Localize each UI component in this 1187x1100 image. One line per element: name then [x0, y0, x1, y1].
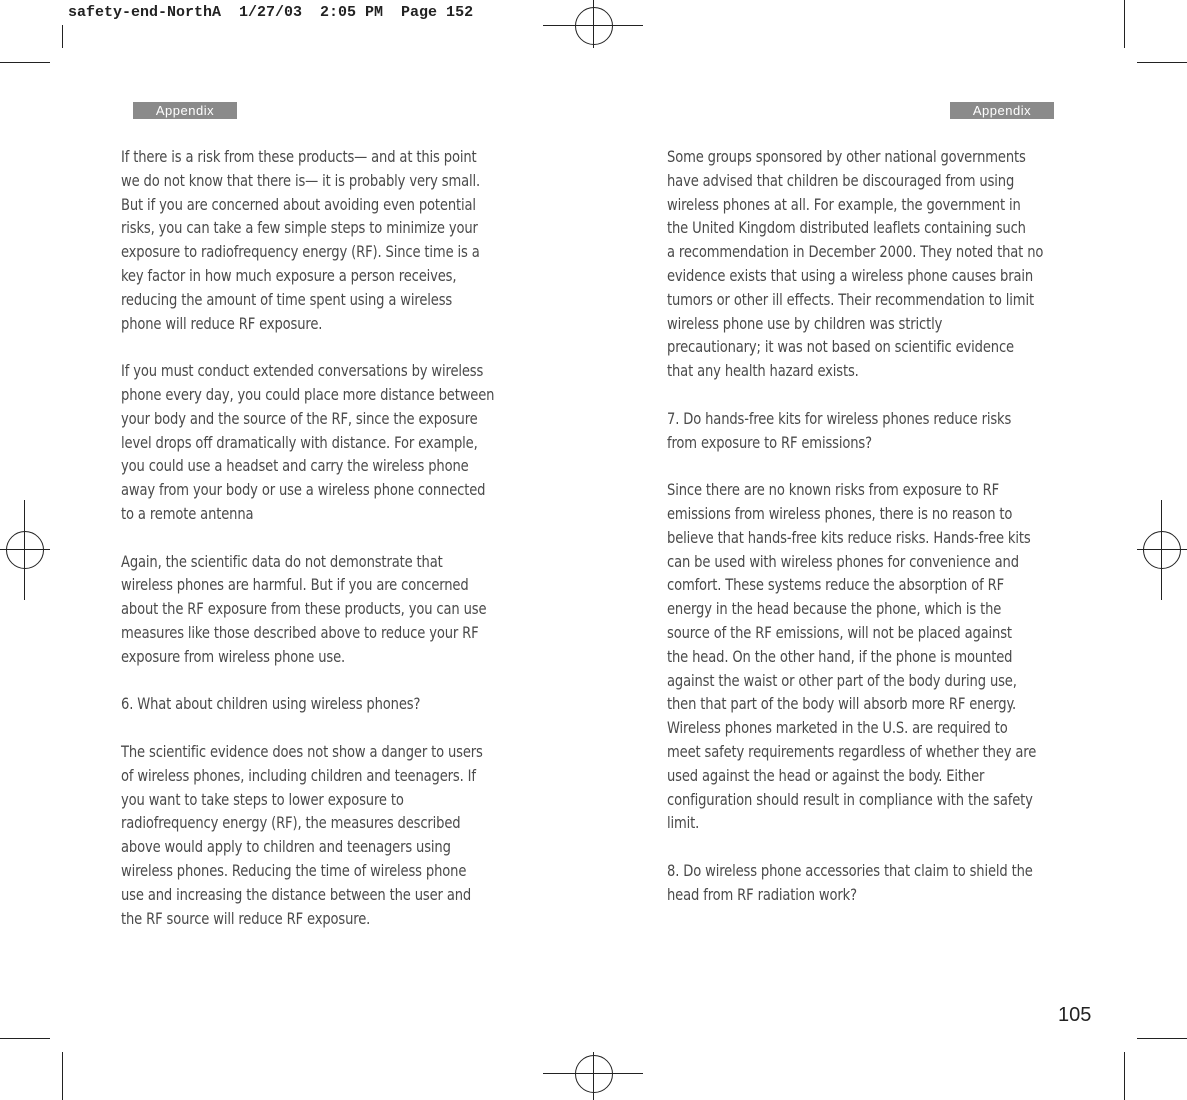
crop-mark-bottom-right-v	[1124, 1052, 1125, 1100]
paragraph-hands-free-kits: Since there are no known risks from exposure to RF emissions from wireless phones, there is no reason to believe that hands-free kits reduce risks. Hands-free kits can be used with wireless phones for convenience and comfort. These systems reduce the absorption of RF energy in the head because the phone, which is the source of the RF emissions, will not be placed against the head. On the other hand, if the phone is mounted against the waist or other part of the body during use, then that part of the body will absorb more RF energy. Wireless phones marketed in the U.S. are required to meet safety requirements regardless of whether they are used against the head or against the body. Either configuration should result in compliance with the safety limit.	[667, 480, 1037, 833]
crop-mark-bottom-left-h	[0, 1038, 50, 1039]
paragraph-risk-intro: If there is a risk from these products— and at this point we do not know that there is— it is probably very small. But if you are concerned about avoiding even potential risks, you can take a few simple steps to minimize your exposure to radiofrequency energy (RF). Since time is a key factor in how much exposure a person receives, reducing the amount of time spent using a wireless phone will reduce RF exposure.	[121, 147, 481, 333]
question-6-heading: 6. What about children using wireless phones?	[121, 694, 421, 714]
paragraph-extended-conversations: If you must conduct extended conversations by wireless phone every day, you could place more distance between your body and the source of the RF, since the exposure level drops off dramatically with distance. For example, you could use a headset and carry the wireless phone away from your body or use a wireless phone connected to a remote antenna	[121, 361, 495, 523]
paragraph-children-evidence: The scientific evidence does not show a danger to users of wireless phones, including children and teenagers. If you want to take steps to lower exposure to radiofrequency energy (RF), the measures described above would apply to children and teenagers using wireless phones. Reducing the time of wireless phone use and increasing the distance between the user and the RF source will reduce RF exposure.	[121, 741, 483, 928]
left-column	[121, 145, 533, 954]
question-8-heading: 8. Do wireless phone accessories that claim to shield the head from RF radiation work?	[667, 860, 1033, 904]
crop-mark-top-right-h	[1137, 62, 1187, 63]
print-slug: safety-end-NorthA 1/27/03 2:05 PM Page 152	[0, 0, 479, 25]
right-column	[667, 145, 1079, 930]
appendix-label-left: Appendix	[133, 102, 237, 119]
crop-mark-bottom-left-v	[62, 1052, 63, 1100]
page-number: 105	[1058, 1004, 1092, 1026]
crop-mark-top-right-v	[1124, 0, 1125, 48]
paragraph-scientific-data: Again, the scientific data do not demonstrate that wireless phones are harmful. But if you are concerned about the RF exposure from these products, you can use measures like those described above to reduce your RF exposure from wireless phone use.	[121, 551, 487, 666]
paragraph-groups-advice: Some groups sponsored by other national governments have advised that children be discouraged from using wireless phones at all. For example, the government in the United Kingdom distributed leaflets containing such a recommendation in December 2000. They noted that no evidence exists that using a wireless phone causes brain tumors or other ill effects. Their recommendation to limit wireless phone use by children was strictly precautionary; it was not based on scientific evidence that any health hazard exists.	[667, 147, 1044, 381]
crop-mark-bottom-right-h	[1137, 1038, 1187, 1039]
crop-mark-top-left-h	[0, 62, 50, 63]
question-7-heading: 7. Do hands-free kits for wireless phones reduce risks from exposure to RF emissions?	[667, 408, 1012, 452]
appendix-label-right: Appendix	[950, 102, 1054, 119]
